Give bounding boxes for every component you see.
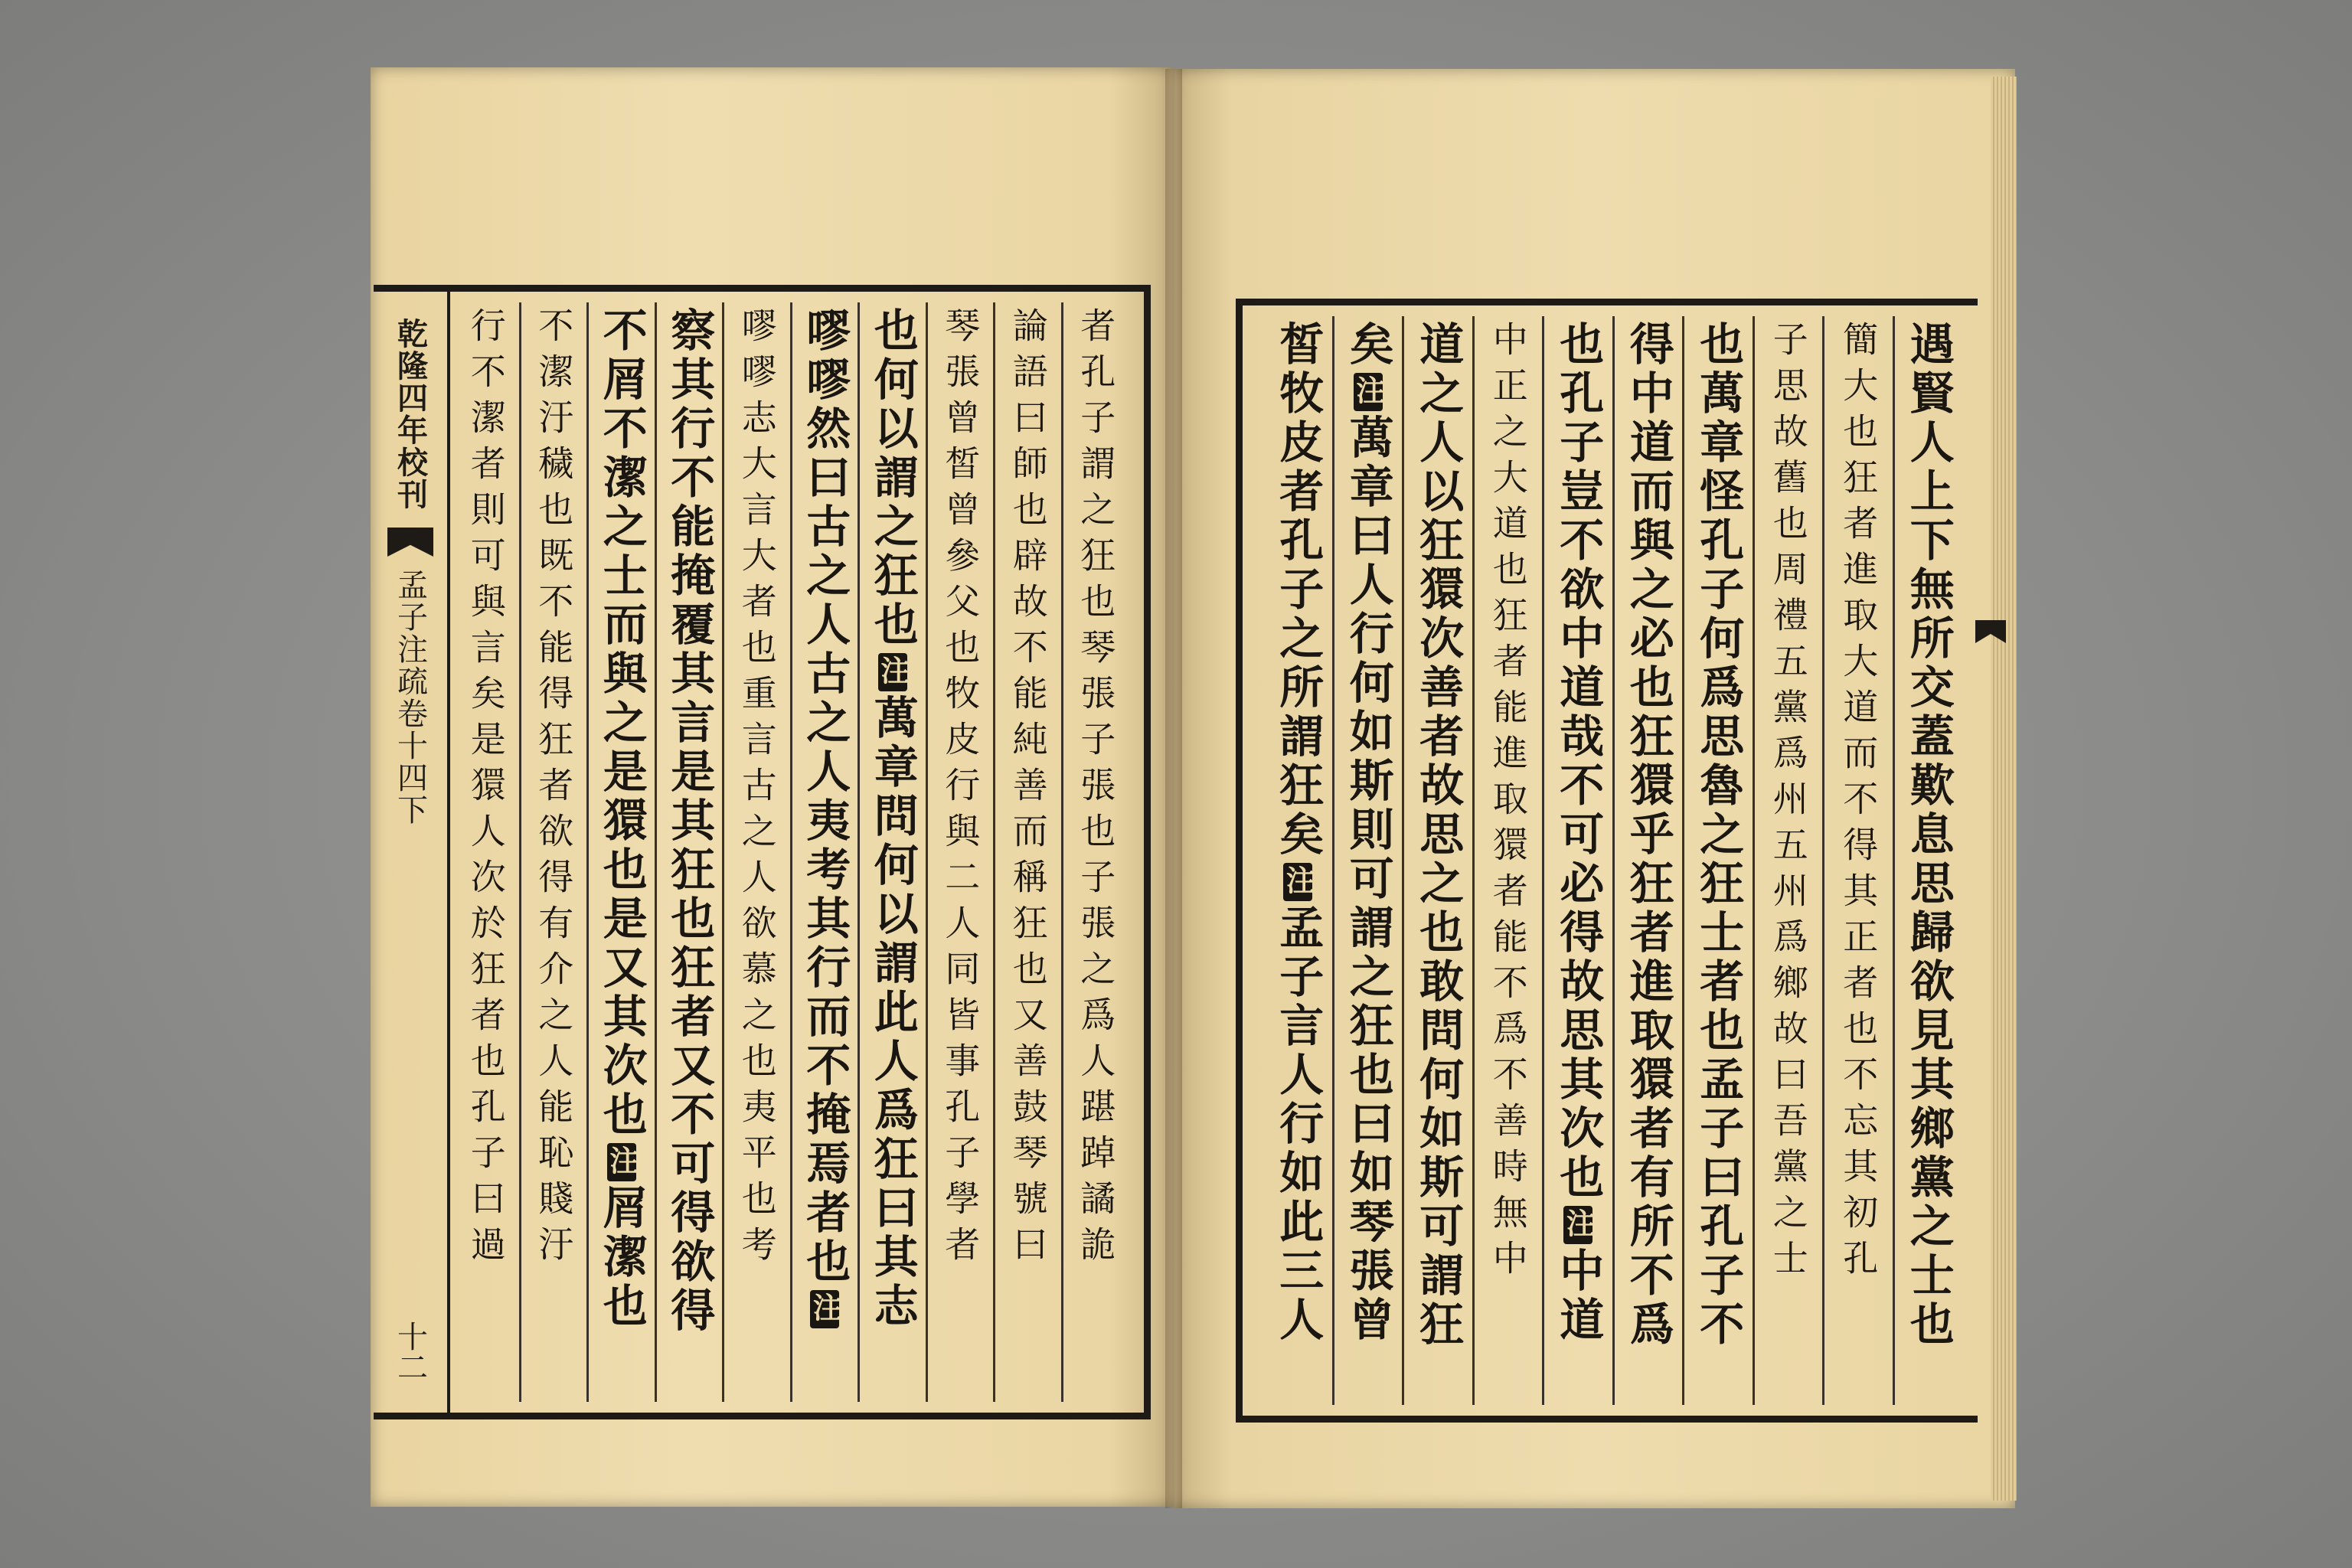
- right-fold-band: [1975, 314, 2006, 1401]
- left_page-column: [858, 302, 926, 1402]
- annotation-marker: 注: [878, 653, 907, 691]
- column-text: 行不潔者則可與言矣是獧人次於狂者也孔子曰過: [465, 307, 507, 1272]
- left_page-column: [790, 302, 858, 1402]
- right_page-column: [1682, 316, 1753, 1405]
- column-text: 嘐嘐然曰古之人古之人夷考其行而不掩焉者也注: [802, 307, 847, 1331]
- right_page-column: [1612, 316, 1683, 1405]
- left_page-column: [519, 302, 587, 1402]
- annotation-marker: 注: [1354, 373, 1383, 411]
- left_page-column: [926, 302, 994, 1402]
- column-text: 簡大也狂者進取大道而不得其正者也不忘其初孔: [1838, 321, 1880, 1285]
- left_page-column: [586, 302, 655, 1402]
- column-text: 道之人以狂獧次善者故思之也敢問何如斯可謂狂: [1412, 321, 1465, 1350]
- right_page-column: [1822, 316, 1893, 1405]
- left_page-column: [1061, 302, 1129, 1402]
- right_page-column: [1893, 316, 1963, 1405]
- column-text: 皙牧皮者孔子之所謂狂矣注孟子言人行如此三人: [1272, 321, 1325, 1345]
- volume-title: 孟子注疏卷十四下: [392, 569, 428, 826]
- center-fold-band: [374, 292, 450, 1413]
- edition-label: 乾隆四年校刊: [392, 318, 429, 511]
- column-text: 矣注萬章曰人行何如斯則可謂之狂也曰如琴張曾: [1341, 321, 1394, 1345]
- left-columns: [453, 302, 1129, 1402]
- right_page-column: [1332, 316, 1403, 1405]
- right-text-frame: [1236, 299, 1978, 1423]
- fish-tail-mark-icon: [387, 528, 433, 557]
- column-text: 遇賢人上下無所交蓋歎息思歸欲見其鄉黨之士也: [1902, 321, 1955, 1350]
- annotation-marker: 注: [1563, 1206, 1592, 1244]
- column-text: 論語曰師也辟故不能純善而稱狂也又善鼓琴號曰: [1007, 307, 1049, 1272]
- column-text: 琴張曾皙曾參父也牧皮行與二人同皆事孔子學者: [939, 307, 982, 1272]
- column-text: 不屑不潔之士而與之是獧也是又其次也注屑潔也: [595, 307, 648, 1331]
- right_page-column: [1542, 316, 1612, 1405]
- column-text: 也孔子豈不欲中道哉不可必得故思其次也注中道: [1552, 321, 1605, 1345]
- annotation-marker: 注: [1283, 863, 1312, 901]
- column-text: 也萬章怪孔子何爲思魯之狂士者也孟子曰孔子不: [1692, 321, 1745, 1350]
- column-text: 子思故舊也周禮五黨爲州五州爲鄉故曰吾黨之士: [1767, 321, 1809, 1285]
- book-gutter: [1165, 69, 1182, 1508]
- left-text-frame: [374, 285, 1151, 1419]
- leaf-number: 十二: [392, 1321, 428, 1382]
- fish-tail-mark-icon: [1975, 620, 2006, 643]
- right_page-column: [1264, 316, 1332, 1405]
- right-columns: [1264, 316, 1962, 1405]
- column-text: 者孔子謂之狂也琴張子張也子張之爲人踸踔譎詭: [1075, 307, 1117, 1272]
- left_page-column: [993, 302, 1061, 1402]
- column-text: 得中道而與之必也狂獧乎狂者進取獧者有所不爲: [1622, 321, 1674, 1350]
- right_page-column: [1402, 316, 1472, 1405]
- column-text: 嘐嘐志大言大者也重言古之人欲慕之也夷平也考: [736, 307, 778, 1272]
- column-text: 中正之大道也狂者能進取獧者能不爲不善時無中: [1487, 321, 1529, 1285]
- column-text: 不潔汙穢也既不能得狂者欲得有介之人能恥賤汙: [533, 307, 575, 1272]
- annotation-marker: 注: [607, 1143, 636, 1181]
- left_page-column: [722, 302, 790, 1402]
- right_page-column: [1753, 316, 1823, 1405]
- annotation-marker: 注: [810, 1290, 839, 1328]
- right_page-column: [1472, 316, 1543, 1405]
- left_page-column: [453, 302, 519, 1402]
- left_page-column: [655, 302, 723, 1402]
- column-text: 也何以謂之狂也注萬章問何以謂此人爲狂曰其志: [866, 307, 919, 1331]
- column-text: 察其行不能掩覆其言是其狂也狂者又不可得欲得: [663, 307, 716, 1336]
